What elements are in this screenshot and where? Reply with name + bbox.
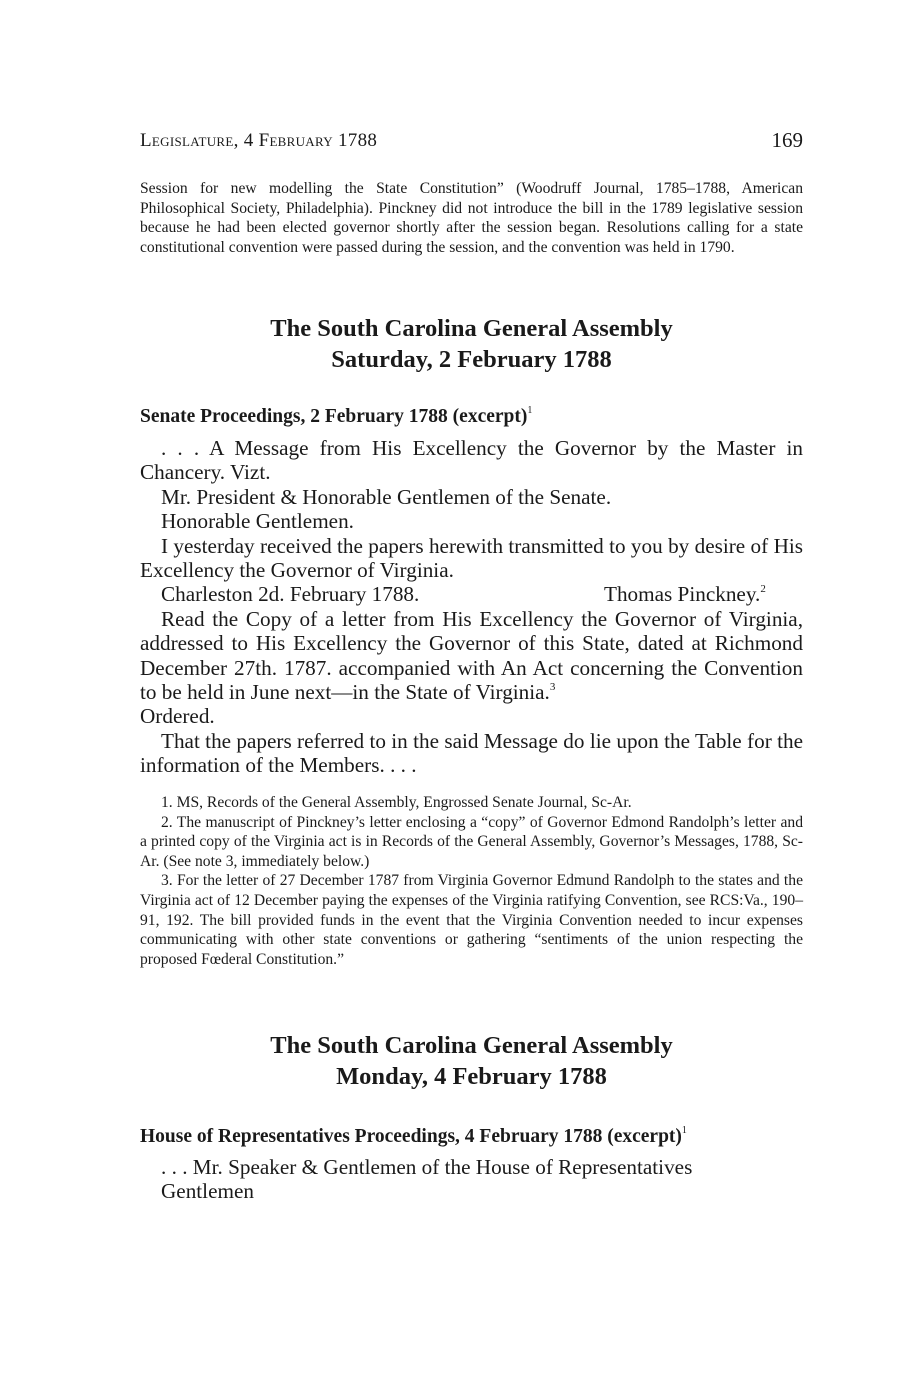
paragraph: Mr. President & Honorable Gentlemen of the Senate. [161, 484, 612, 509]
paragraph: Honorable Gentlemen. [161, 509, 354, 534]
continued-footnote-text: Session for new modelling the State Constitution” (Woodruff Journal, 1785–1788, American Philosophical Society, Philadelphia). Pinckney did not introduce the bill in the 1789 legislative session because he had been elected governor shortly after the session began. Resolutions calling for a state constitutional convention were passed during the session, and the convention was held in 1790. [140, 180, 803, 256]
footnote-ref: 3 [549, 681, 556, 694]
section-1-date: Saturday, 2 February 1788 [331, 345, 612, 373]
running-head [140, 128, 803, 154]
paragraph: . . . Mr. Speaker & Gentlemen of the House of Representatives [161, 1155, 693, 1179]
section-1-title: The South Carolina General Assembly [270, 315, 673, 342]
senate-proceedings-heading [140, 405, 803, 429]
signature-line [140, 582, 803, 606]
house-proceedings-body [140, 1155, 803, 1204]
senate-proceedings-title: Senate Proceedings, 2 February 1788 (excerpt) [140, 406, 528, 427]
house-proceedings-heading [140, 1125, 803, 1149]
footnote: 2. The manuscript of Pinckney’s letter enclosing a “copy” of Governor Edmond Randolph’s letter and a printed copy of the Virginia act is in Records of the General Assembly, Governor’s Messages, 1788, Sc-Ar. (See note 3, immediately below.) [140, 813, 803, 870]
footnote-ref: 1 [527, 405, 533, 416]
signature-place-date: Charleston 2d. February 1788. [161, 582, 420, 607]
paragraph: That the papers referred to in the said Message do lie upon the Table for the information of the Members. . . . [140, 728, 803, 778]
footnote-ref: 2 [760, 583, 766, 596]
footnote-ref: 1 [681, 1125, 687, 1136]
signature-name: Thomas Pinckney. [604, 582, 761, 607]
senate-proceedings-body [140, 436, 803, 778]
signature-name-wrap [604, 582, 766, 606]
section-2-title: The South Carolina General Assembly [270, 1032, 673, 1059]
footnote: 1. MS, Records of the General Assembly, Engrossed Senate Journal, Sc-Ar. [161, 794, 632, 811]
house-proceedings-title: House of Representatives Proceedings, 4 February 1788 (excerpt) [140, 1126, 682, 1147]
page-number: 169 [771, 128, 803, 152]
paragraph: Gentlemen [161, 1179, 254, 1204]
section-2-date: Monday, 4 February 1788 [336, 1062, 607, 1090]
paragraph: I yesterday received the papers herewith transmitted to you by desire of His Excellency the Governor of Virginia. [140, 533, 803, 583]
footnote: 3. For the letter of 27 December 1787 from Virginia Governor Edmund Randolph to the states and the Virginia act of 12 December paying the expenses of the Virginia ratifying Convention, see RCS:Va., 190–91, 192. The bill provided funds in the event that the Virginia Convention needed to incur expenses communicating with other state conventions or gathering “sentiments of the union respecting the proposed Fœderal Constitution.” [140, 872, 803, 968]
paragraph-text: Read the Copy of a letter from His Excellency the Governor of Virginia, addressed to His Excellency the Governor of this State, dated at Richmond December 27th. 1787. accompanied with An Act concerning the Convention to be held in June next—in the State of Virginia. [140, 606, 803, 705]
paragraph [140, 607, 803, 705]
running-head-title: Legislature, 4 February 1788 [140, 130, 378, 151]
paragraph: Ordered. [140, 704, 215, 729]
footnotes [140, 793, 803, 969]
paragraph: . . . A Message from His Excellency the Governor by the Master in Chancery. Vizt. [140, 436, 803, 485]
continued-footnote [140, 179, 803, 257]
section-2-heading [140, 1031, 803, 1092]
section-1-heading [140, 314, 803, 375]
